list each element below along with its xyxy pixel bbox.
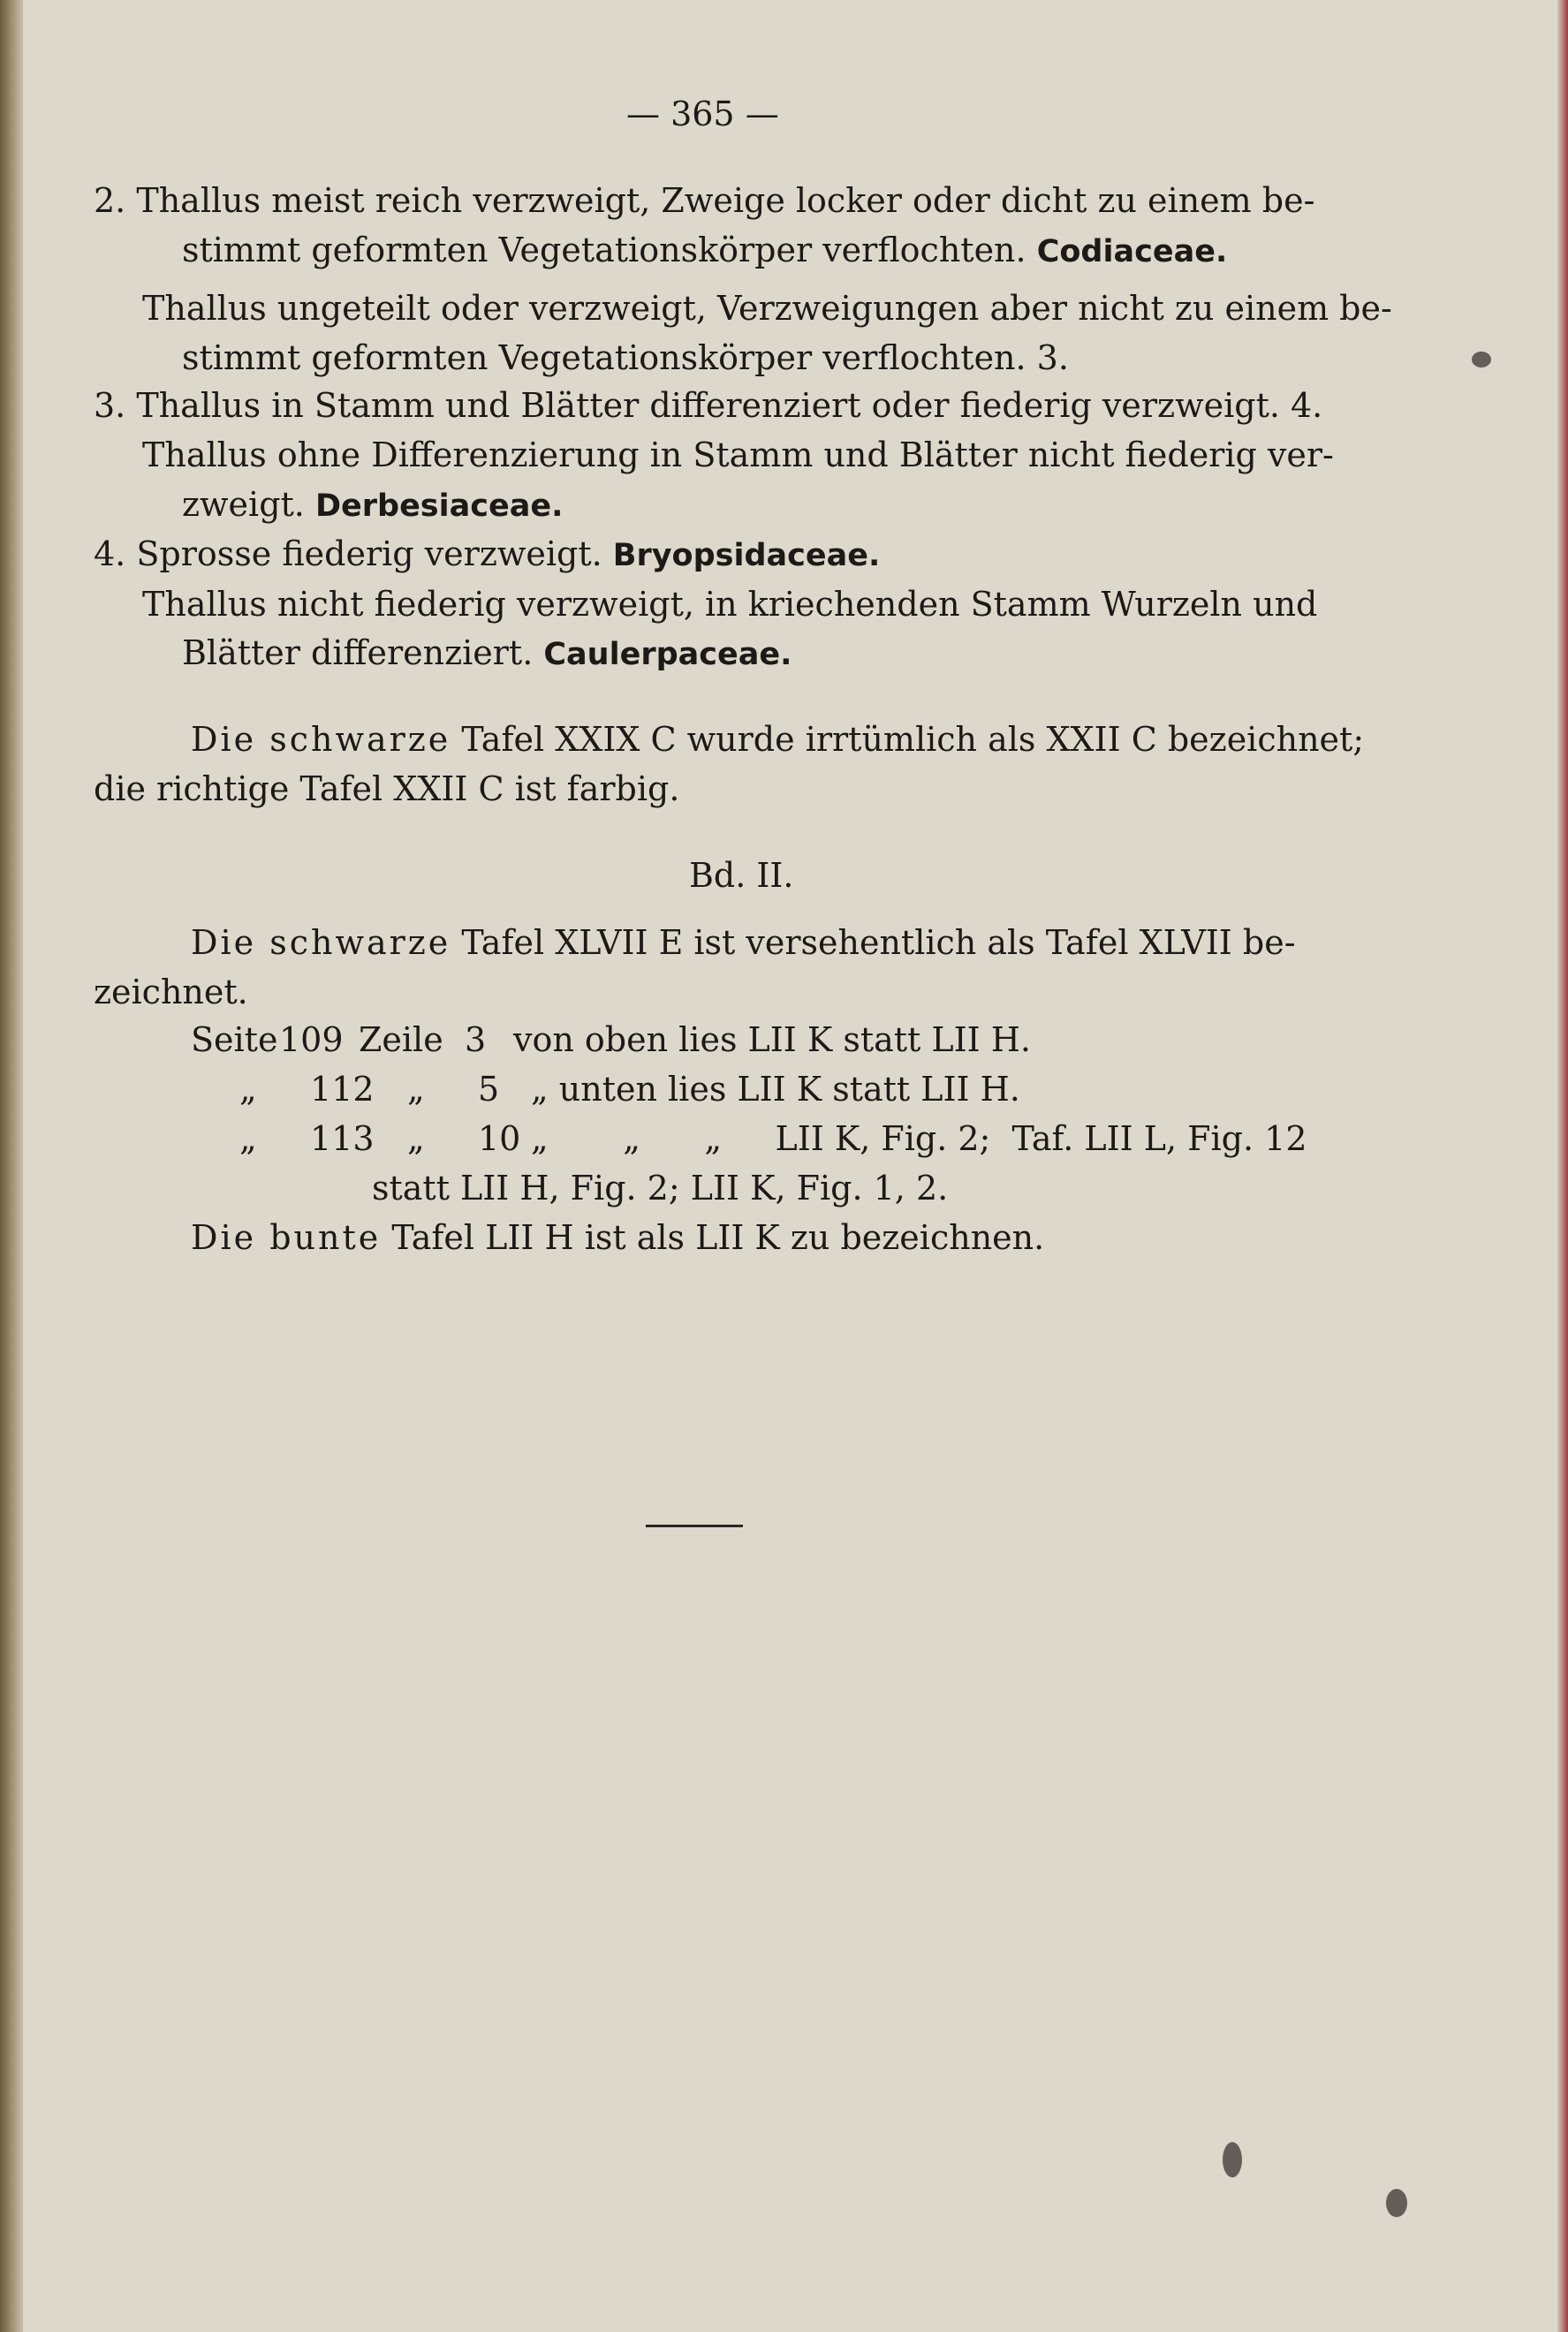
end-rule [646,1525,743,1527]
errata-page: 113 [310,1119,375,1158]
taxon-caulerpaceae: Caulerpaceae. [543,637,792,672]
book-page [23,0,1568,2332]
errata-col-a: „ [239,1119,257,1158]
errata-correction: „ unten lies LII K statt LII H. [531,1070,1020,1109]
key-2-line2 [182,233,1227,268]
note2-rest: Tafel XLVII E ist versehentlich als Tafel XLVII be- [461,923,1296,962]
key-3-alt-line1: Thallus ohne Differenzierung in Stamm und Blätter nicht fiederig ver- [142,435,1334,474]
errata-row [239,1070,1020,1109]
ink-speck [1223,2142,1242,2177]
note2-spaced-text: Die schwarze [191,923,451,962]
key-3-alt-line2 [182,485,564,524]
page-number: — 365 — [626,95,779,133]
taxon-codiaceae: Codiaceae. [1036,234,1228,269]
page-edge [1557,0,1568,2332]
key-2-line2-text: stimmt geformten Vegetationskörper verflochten. [182,231,1026,269]
volume-heading: Bd. II. [689,856,794,895]
errata-correction: von oben lies LII K statt LII H. [513,1020,1031,1059]
final-note [191,1218,1045,1257]
key-4-text: Sprosse fiederig verzweigt. [136,534,602,573]
errata-continuation: statt LII H, Fig. 2; LII K, Fig. 1, 2. [372,1169,949,1208]
key-2-alt-line1: Thallus ungeteilt oder verzweigt, Verzweigungen aber nicht zu einem be- [142,289,1392,328]
errata-line: 3 [465,1020,487,1059]
errata-col-a: „ [239,1070,257,1109]
errata-col-a: Seite [191,1020,278,1059]
ink-speck [1386,2189,1407,2217]
key-3-number: 3. [94,386,126,425]
errata-row [239,1119,1307,1158]
ink-speck [1472,352,1491,367]
page-binding [0,0,23,2332]
note2-line1 [191,923,1296,962]
errata-col-c: Zeile [359,1020,443,1059]
errata-col-c: „ [407,1070,425,1109]
errata-line: 10 [478,1119,521,1158]
taxon-derbesiaceae: Derbesiaceae. [314,488,564,524]
note2-line2: zeichnet. [94,973,248,1011]
key-2-line1 [94,181,1357,220]
taxon-bryopsidaceae: Bryopsidaceae. [612,538,881,573]
key-3-text: Thallus in Stamm und Blätter differenziert oder fiederig verzweigt. 4. [136,386,1323,425]
note1-spaced-text: Die schwarze [191,720,451,759]
key-2-text: Thallus meist reich verzweigt, Zweige locker oder dicht zu einem be- [136,181,1315,220]
final-note-rest: Tafel LII H ist als LII K zu bezeichnen. [391,1218,1045,1257]
key-2-alt-line2: stimmt geformten Vegetationskörper verflochten. 3. [182,338,1069,377]
errata-line: 5 [478,1070,500,1109]
final-note-spaced-text: Die bunte [191,1218,382,1257]
key-4-alt-line2 [182,633,792,672]
key-4-alt-line2-text: Blätter differenziert. [182,633,534,672]
errata-page: 112 [310,1070,375,1109]
key-3-alt-line2-text: zweigt. [182,485,305,524]
errata-correction: „ „ „ LII K, Fig. 2; Taf. LII L, Fig. 12 [531,1119,1307,1158]
key-4-line1 [94,534,881,573]
key-4-alt-line1: Thallus nicht fiederig verzweigt, in kriechenden Stamm Wurzeln und [142,585,1318,624]
key-4-number: 4. [94,534,126,573]
errata-col-c: „ [407,1119,425,1158]
key-3-line1 [94,386,1323,425]
key-2-number: 2. [94,181,126,220]
errata-row [191,1020,1031,1059]
note1-line1 [191,720,1365,759]
note1-line2: die richtige Tafel XXII C ist farbig. [94,769,680,808]
note1-rest: Tafel XXIX C wurde irrtümlich als XXII C bezeichnet; [461,720,1365,759]
errata-page: 109 [279,1020,344,1059]
